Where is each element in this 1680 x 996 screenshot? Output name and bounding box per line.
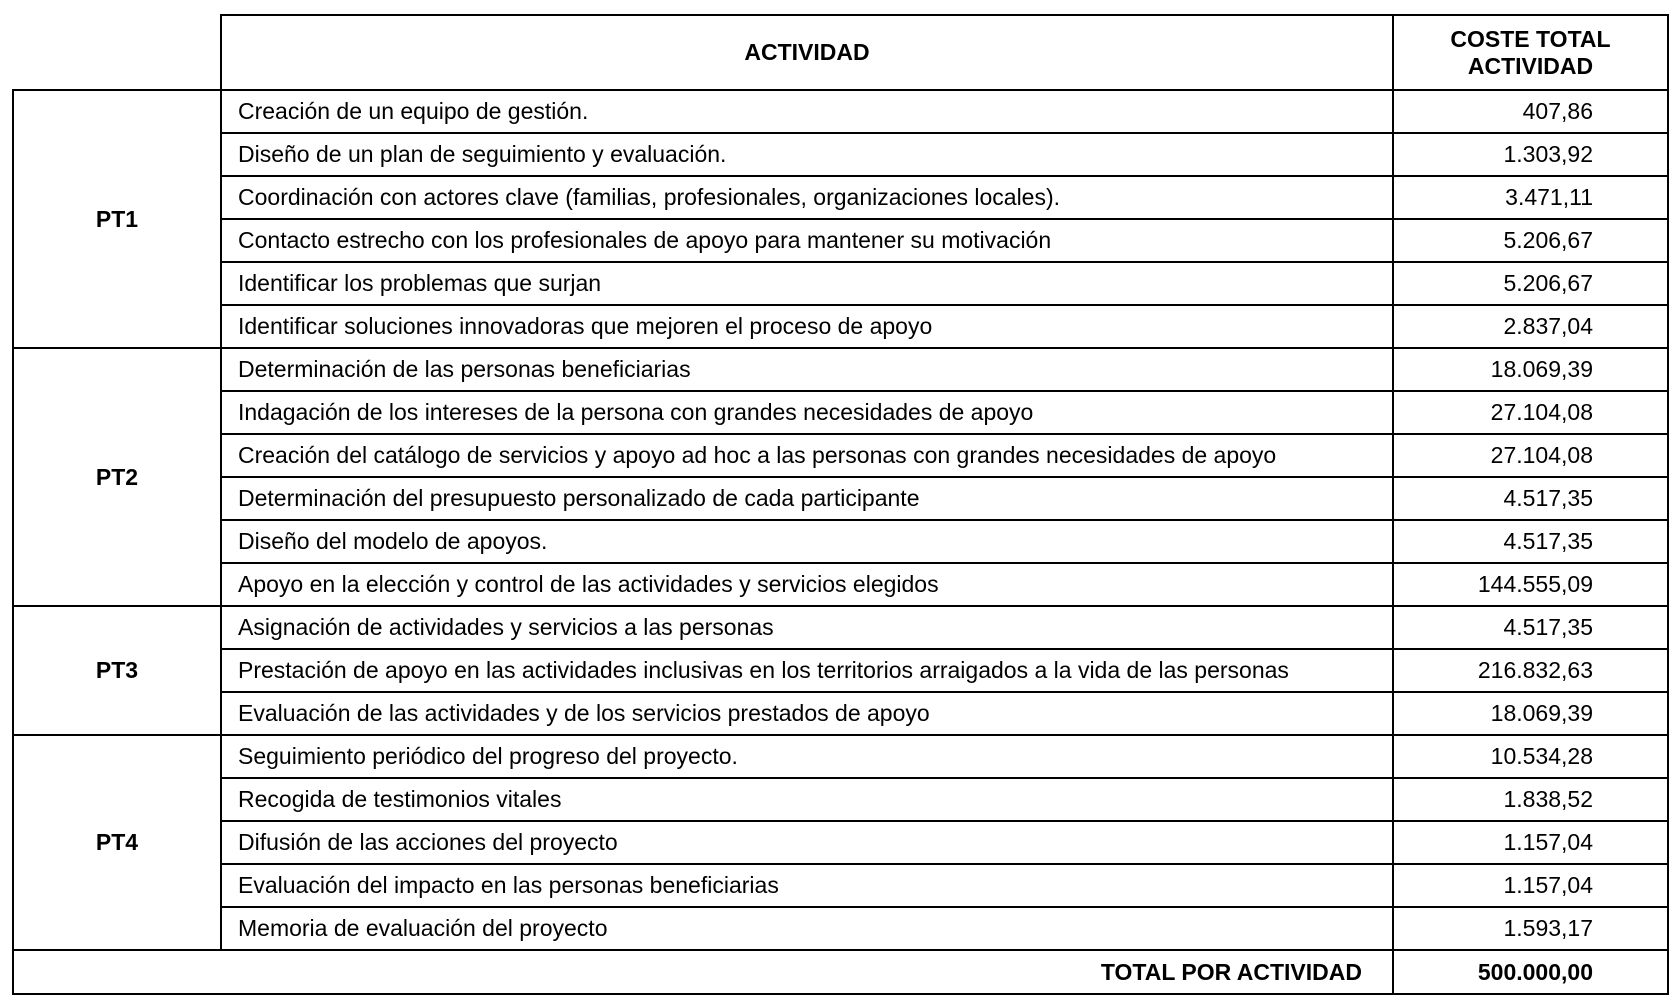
activity-cell: Indagación de los intereses de la persona con grandes necesidades de apoyo: [221, 391, 1393, 434]
activity-cell: Apoyo en la elección y control de las actividades y servicios elegidos: [221, 563, 1393, 606]
table-row: [13, 821, 1668, 864]
table-row: [13, 520, 1668, 563]
activity-cell: Coordinación con actores clave (familias, profesionales, organizaciones locales).: [221, 176, 1393, 219]
activity-cell: Determinación del presupuesto personalizado de cada participante: [221, 477, 1393, 520]
activity-cell: Diseño del modelo de apoyos.: [221, 520, 1393, 563]
cost-cell: 27.104,08: [1393, 434, 1668, 477]
header-cost: [1393, 15, 1668, 90]
header-blank-cell: [13, 15, 221, 90]
table-row: [13, 864, 1668, 907]
cost-cell: 216.832,63: [1393, 649, 1668, 692]
cost-cell: 1.157,04: [1393, 864, 1668, 907]
cost-cell: 10.534,28: [1393, 735, 1668, 778]
work-package-label: PT1: [13, 90, 221, 348]
cost-cell: 5.206,67: [1393, 219, 1668, 262]
activity-cell: Diseño de un plan de seguimiento y evaluación.: [221, 133, 1393, 176]
cost-cell: 2.837,04: [1393, 305, 1668, 348]
table-row: [13, 391, 1668, 434]
cost-cell: 1.593,17: [1393, 907, 1668, 950]
table-row: [13, 262, 1668, 305]
header-cost-line2: ACTIVIDAD: [1467, 52, 1594, 79]
activity-cell: Memoria de evaluación del proyecto: [221, 907, 1393, 950]
work-package-label: PT3: [13, 606, 221, 735]
header-row: [13, 15, 1668, 90]
table-row: [13, 305, 1668, 348]
header-cost-line1: COSTE TOTAL: [1450, 26, 1611, 53]
work-package-label: PT2: [13, 348, 221, 606]
activity-cell: Identificar los problemas que surjan: [221, 262, 1393, 305]
table-row: [13, 477, 1668, 520]
table-row: [13, 176, 1668, 219]
activity-cell: Identificar soluciones innovadoras que mejoren el proceso de apoyo: [221, 305, 1393, 348]
table-row: [13, 219, 1668, 262]
table-row: [13, 434, 1668, 477]
table-row: [13, 606, 1668, 649]
cost-cell: 4.517,35: [1393, 477, 1668, 520]
cost-cell: 1.303,92: [1393, 133, 1668, 176]
table-row: [13, 907, 1668, 950]
work-package-label: PT4: [13, 735, 221, 950]
activity-cell: Contacto estrecho con los profesionales de apoyo para mantener su motivación: [221, 219, 1393, 262]
activity-cell: Determinación de las personas beneficiarias: [221, 348, 1393, 391]
cost-cell: 1.157,04: [1393, 821, 1668, 864]
table-row: [13, 563, 1668, 606]
cost-cell: 5.206,67: [1393, 262, 1668, 305]
cost-cell: 3.471,11: [1393, 176, 1668, 219]
table-row: [13, 90, 1668, 133]
cost-cell: 4.517,35: [1393, 606, 1668, 649]
activity-cell: Creación del catálogo de servicios y apoyo ad hoc a las personas con grandes necesidades de apoyo: [221, 434, 1393, 477]
cost-cell: 18.069,39: [1393, 348, 1668, 391]
cost-cell: 1.838,52: [1393, 778, 1668, 821]
cost-cell: 407,86: [1393, 90, 1668, 133]
activity-cell: Recogida de testimonios vitales: [221, 778, 1393, 821]
table-row: [13, 735, 1668, 778]
total-value: 500.000,00: [1393, 950, 1668, 994]
activity-cell: Seguimiento periódico del progreso del proyecto.: [221, 735, 1393, 778]
total-label: TOTAL POR ACTIVIDAD: [13, 950, 1393, 994]
activity-cell: Asignación de actividades y servicios a las personas: [221, 606, 1393, 649]
table-row: [13, 778, 1668, 821]
header-activity: ACTIVIDAD: [221, 15, 1393, 90]
budget-table: [12, 14, 1669, 995]
activity-cell: Evaluación del impacto en las personas beneficiarias: [221, 864, 1393, 907]
table-row: [13, 692, 1668, 735]
cost-cell: 27.104,08: [1393, 391, 1668, 434]
activity-cell: Prestación de apoyo en las actividades inclusivas en los territorios arraigados a la vida de las personas: [221, 649, 1393, 692]
total-row: [13, 950, 1668, 994]
table-row: [13, 133, 1668, 176]
activity-cell: Evaluación de las actividades y de los servicios prestados de apoyo: [221, 692, 1393, 735]
activity-cell: Difusión de las acciones del proyecto: [221, 821, 1393, 864]
table-row: [13, 649, 1668, 692]
cost-cell: 4.517,35: [1393, 520, 1668, 563]
cost-cell: 144.555,09: [1393, 563, 1668, 606]
activity-cell: Creación de un equipo de gestión.: [221, 90, 1393, 133]
table-row: [13, 348, 1668, 391]
cost-cell: 18.069,39: [1393, 692, 1668, 735]
